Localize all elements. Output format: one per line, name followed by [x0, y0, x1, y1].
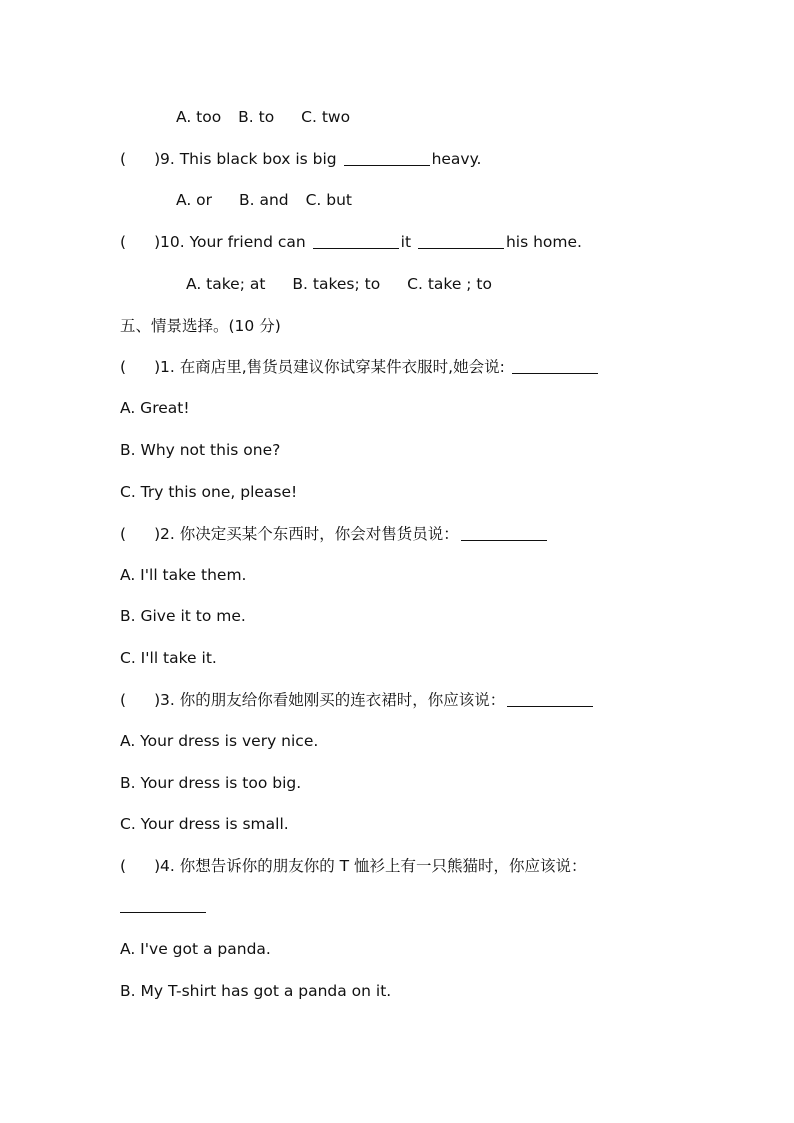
q8-option-a: A. too — [176, 108, 222, 126]
q10-text: 10. Your friend can — [160, 233, 306, 251]
scenario-4-blank-line — [120, 896, 206, 920]
q10-text-after: his home. — [505, 233, 582, 251]
answer-paren: ( ) — [120, 857, 161, 875]
q9-option-c: C. but — [305, 191, 352, 209]
scenario-3-blank — [507, 690, 593, 707]
q10-options — [186, 272, 492, 296]
scenario-1 — [120, 355, 600, 379]
scenario-1-option-a: A. Great! — [120, 399, 190, 417]
scenario-4-blank — [120, 896, 206, 913]
scenario-4-option-b: B. My T-shirt has got a panda on it. — [120, 982, 392, 1000]
scenario-1-option-c: C. Try this one, please! — [120, 483, 298, 501]
scenario-3-option-b: B. Your dress is too big. — [120, 774, 302, 792]
answer-paren: ( ) — [120, 525, 161, 543]
scenario-1-prompt: 1. 在商店里,售货员建议你试穿某件衣服时,她会说: — [160, 358, 505, 376]
section-5-title: 五、情景选择。(10 分) — [120, 317, 281, 335]
answer-paren: ( ) — [120, 691, 161, 709]
scenario-1-blank — [512, 357, 598, 374]
q8-option-c: C. two — [301, 108, 351, 126]
scenario-2-blank — [461, 524, 547, 541]
question-10 — [120, 230, 582, 254]
q10-option-a: A. take; at — [186, 275, 266, 293]
scenario-3-prompt: 3. 你的朋友给你看她刚买的连衣裙时，你应该说： — [160, 691, 506, 709]
q8-options — [176, 105, 350, 129]
q9-blank — [344, 149, 430, 166]
q9-option-a: A. or — [176, 191, 213, 209]
q10-blank-2 — [418, 232, 504, 249]
q10-option-c: C. take ; to — [407, 275, 492, 293]
answer-paren: ( ) — [120, 358, 161, 376]
q10-option-b: B. takes; to — [292, 275, 381, 293]
answer-paren: ( ) — [120, 150, 161, 168]
scenario-2-prompt: 2. 你决定买某个东西时，你会对售货员说： — [160, 525, 459, 543]
scenario-3-option-a: A. Your dress is very nice. — [120, 732, 319, 750]
answer-paren: ( ) — [120, 233, 161, 251]
question-9 — [120, 147, 481, 171]
scenario-2 — [120, 522, 549, 546]
q10-blank-1 — [313, 232, 399, 249]
q9-text: 9. This black box is big — [160, 150, 337, 168]
scenario-3 — [120, 688, 595, 712]
q10-text-mid: it — [400, 233, 412, 251]
scenario-4-prompt: 4. 你想告诉你的朋友你的 T 恤衫上有一只熊猫时，你应该说： — [160, 857, 587, 875]
scenario-1-option-b: B. Why not this one? — [120, 441, 281, 459]
q9-option-b: B. and — [238, 191, 289, 209]
scenario-4 — [120, 854, 587, 878]
q9-options — [176, 188, 352, 212]
q8-option-b: B. to — [238, 108, 275, 126]
scenario-2-option-a: A. I'll take them. — [120, 566, 247, 584]
scenario-4-option-a: A. I've got a panda. — [120, 940, 271, 958]
scenario-3-option-c: C. Your dress is small. — [120, 815, 289, 833]
q9-text-after: heavy. — [431, 150, 482, 168]
scenario-2-option-c: C. I'll take it. — [120, 649, 217, 667]
scenario-2-option-b: B. Give it to me. — [120, 607, 246, 625]
